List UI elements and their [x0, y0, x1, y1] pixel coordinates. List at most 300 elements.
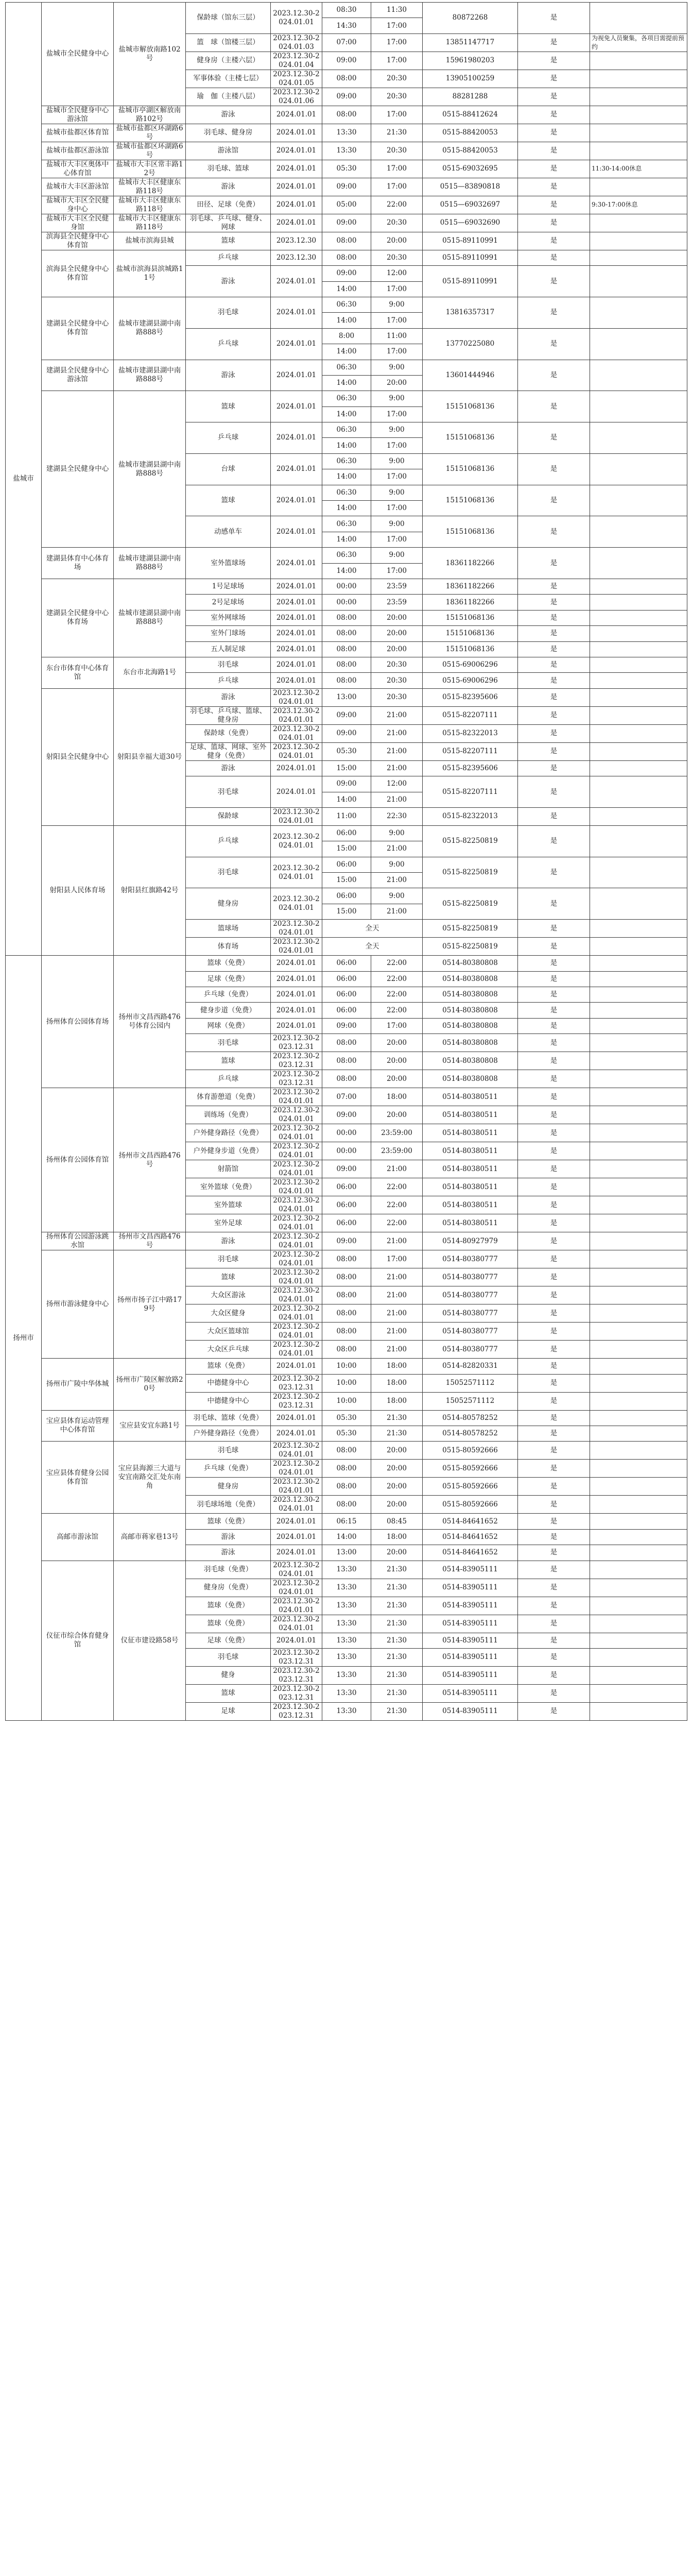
date-cell: 2024.01.01 [271, 673, 322, 688]
item-cell: 动感单车 [186, 516, 271, 548]
start-time-cell: 07:00 [322, 1088, 371, 1106]
start-time-cell: 06:00 [322, 825, 371, 841]
end-time-cell: 21:00 [371, 1286, 423, 1304]
date-cell: 2023.12.30-2024.01.01 [271, 1088, 322, 1106]
start-time-cell: 13:00 [322, 1545, 371, 1561]
date-cell: 2023.12.30-2024.01.01 [271, 1579, 322, 1597]
item-cell: 室外篮球场 [186, 548, 271, 579]
start-time-cell: 08:00 [322, 1341, 371, 1359]
date-cell: 2024.01.01 [271, 160, 322, 178]
item-cell: 游泳馆 [186, 142, 271, 160]
note-cell [590, 1268, 687, 1286]
note-cell [590, 328, 687, 360]
note-cell [590, 1034, 687, 1052]
phone-cell: 0514-83905111 [423, 1615, 518, 1633]
end-time-cell: 21:00 [371, 1268, 423, 1286]
start-time-cell: 14:30 [322, 18, 371, 33]
note-cell [590, 1232, 687, 1250]
item-cell: 足球 [186, 1702, 271, 1720]
phone-cell: 0514-80380808 [423, 1003, 518, 1018]
phone-cell: 0515-80592666 [423, 1460, 518, 1478]
end-time-cell: 21:30 [371, 1684, 423, 1702]
note-cell [590, 485, 687, 516]
date-cell: 2023.12.30-2024.01.01 [271, 1142, 322, 1160]
start-time-cell: 15:00 [322, 904, 371, 919]
note-cell [590, 1633, 687, 1648]
end-time-cell: 21:30 [371, 1702, 423, 1720]
item-cell: 篮球（免费） [186, 1615, 271, 1633]
item-cell: 网球（免费） [186, 1018, 271, 1033]
date-cell: 2024.01.01 [271, 485, 322, 516]
phone-cell: 0515—69032697 [423, 196, 518, 214]
open-status-cell: 是 [518, 1214, 590, 1232]
note-cell [590, 142, 687, 160]
note-cell [590, 52, 687, 70]
open-status-cell: 是 [518, 626, 590, 641]
phone-cell: 0514-80380777 [423, 1286, 518, 1304]
start-time-cell: 15:00 [322, 873, 371, 888]
phone-cell: 15151068136 [423, 516, 518, 548]
venue-name-cell: 扬州体育公园游泳跳水馆 [42, 1232, 114, 1250]
venue-name-cell: 建湖县全民健身中心体育馆 [42, 297, 114, 360]
start-time-cell: 05:30 [322, 1410, 371, 1426]
note-cell: 为视免人员聚集，各项目需提前预约 [590, 33, 687, 52]
start-time-cell: 13:30 [322, 1684, 371, 1702]
note-cell [590, 1214, 687, 1232]
venue-address-cell: 高邮市蒋家巷13号 [114, 1514, 186, 1561]
note-cell [590, 1615, 687, 1633]
start-time-cell: 08:00 [322, 673, 371, 688]
end-time-cell: 12:00 [371, 266, 423, 281]
phone-cell: 15052571112 [423, 1392, 518, 1410]
item-cell: 篮球 [186, 1268, 271, 1286]
open-status-cell: 是 [518, 516, 590, 548]
item-cell: 游泳 [186, 688, 271, 706]
open-status-cell: 是 [518, 70, 590, 88]
open-status-cell: 是 [518, 266, 590, 297]
open-status-cell: 是 [518, 214, 590, 232]
date-cell: 2024.01.01 [271, 1529, 322, 1545]
open-status-cell: 是 [518, 742, 590, 760]
end-time-cell: 20:30 [371, 214, 423, 232]
open-status-cell: 是 [518, 673, 590, 688]
end-time-cell: 17:00 [371, 52, 423, 70]
date-cell: 2023.12.30-2024.01.01 [271, 1561, 322, 1579]
end-time-cell: 21:30 [371, 1615, 423, 1633]
table-row [6, 548, 687, 563]
end-time-cell: 9:00 [371, 485, 423, 500]
item-cell: 游泳 [186, 360, 271, 391]
note-cell [590, 1196, 687, 1214]
start-time-cell: 14:00 [322, 469, 371, 485]
start-time-cell: 10:00 [322, 1359, 371, 1374]
date-cell: 2023.12.30-2024.01.01 [271, 1196, 322, 1214]
end-time-cell: 17:00 [371, 406, 423, 422]
note-cell [590, 971, 687, 987]
venue-address-cell: 盐城市建湖县湖中南路888号 [114, 548, 186, 579]
phone-cell: 0514-80380808 [423, 956, 518, 971]
venue-name-cell: 扬州市广陵中华体城 [42, 1359, 114, 1410]
item-cell: 篮球 [186, 232, 271, 250]
end-time-cell: 21:30 [371, 1561, 423, 1579]
item-cell: 游泳 [186, 1232, 271, 1250]
end-time-cell: 21:30 [371, 1597, 423, 1615]
phone-cell: 0514-80380511 [423, 1124, 518, 1142]
phone-cell: 0514-80927979 [423, 1232, 518, 1250]
date-cell: 2024.01.01 [271, 626, 322, 641]
end-time-cell: 20:00 [371, 232, 423, 250]
phone-cell: 0514-80380777 [423, 1250, 518, 1268]
start-time-cell: 14:00 [322, 281, 371, 297]
end-time-cell: 9:00 [371, 857, 423, 872]
start-time-cell: 09:00 [322, 52, 371, 70]
date-cell: 2023.12.30-2024.01.01 [271, 1286, 322, 1304]
note-cell [590, 453, 687, 485]
item-cell: 游泳 [186, 106, 271, 124]
venue-name-cell: 盐城市大丰区奥体中心体育馆 [42, 160, 114, 178]
start-time-cell: 13:30 [322, 1597, 371, 1615]
end-time-cell: 20:00 [371, 1070, 423, 1088]
item-cell: 室外篮球 [186, 1196, 271, 1214]
end-time-cell: 22:00 [371, 987, 423, 1003]
open-status-cell: 是 [518, 1304, 590, 1323]
item-cell: 篮 球（馆楼三层） [186, 33, 271, 52]
date-cell: 2023.12.30 [271, 232, 322, 250]
end-time-cell: 20:00 [371, 610, 423, 625]
start-time-cell: 08:00 [322, 641, 371, 657]
note-cell [590, 1341, 687, 1359]
phone-cell: 0515-80592666 [423, 1478, 518, 1496]
item-cell: 户外健身步道（免费） [186, 1142, 271, 1160]
end-time-cell: 17:00 [371, 313, 423, 328]
venue-address-cell: 扬州市文昌西路476号 [114, 1232, 186, 1250]
start-time-cell: 08:00 [322, 1460, 371, 1478]
note-cell [590, 673, 687, 688]
note-cell [590, 1070, 687, 1088]
end-time-cell: 20:30 [371, 142, 423, 160]
item-cell: 篮球（免费） [186, 1359, 271, 1374]
end-time-cell: 20:00 [371, 1034, 423, 1052]
venue-address-cell: 盐城市大丰区健康东路118号 [114, 196, 186, 214]
phone-cell: 0515-82250819 [423, 857, 518, 888]
note-cell [590, 1374, 687, 1392]
date-cell: 2024.01.01 [271, 422, 322, 454]
end-time-cell: 18:00 [371, 1359, 423, 1374]
date-cell: 2024.01.01 [271, 776, 322, 808]
start-time-cell: 13:30 [322, 1666, 371, 1684]
end-time-cell: 20:00 [371, 1545, 423, 1561]
note-cell [590, 1579, 687, 1597]
start-time-cell: 10:00 [322, 1374, 371, 1392]
item-cell: 篮球 [186, 1684, 271, 1702]
venue-name-cell: 仪征市综合体育健身馆 [42, 1561, 114, 1720]
table-row [6, 106, 687, 124]
open-status-cell: 是 [518, 1374, 590, 1392]
start-time-cell: 08:00 [322, 1034, 371, 1052]
item-cell: 游泳 [186, 1545, 271, 1561]
open-status-cell: 是 [518, 657, 590, 672]
end-time-cell: 21:00 [371, 841, 423, 857]
start-time-cell: 08:00 [322, 1268, 371, 1286]
end-time-cell: 21:00 [371, 724, 423, 742]
item-cell: 篮球 [186, 485, 271, 516]
open-status-cell: 是 [518, 857, 590, 888]
end-time-cell: 20:00 [371, 626, 423, 641]
start-time-cell: 00:00 [322, 579, 371, 594]
start-time-cell: 08:00 [322, 250, 371, 265]
phone-cell: 18361182266 [423, 579, 518, 594]
item-cell: 羽毛球 [186, 1034, 271, 1052]
date-cell: 2023.12.30-2024.01.04 [271, 52, 322, 70]
item-cell: 羽毛球、乒乓球、健身、网球 [186, 214, 271, 232]
end-time-cell: 20:00 [371, 1052, 423, 1070]
note-cell [590, 688, 687, 706]
phone-cell: 0515-69032695 [423, 160, 518, 178]
date-cell: 2024.01.01 [271, 106, 322, 124]
venue-name-cell: 建湖县全民健身中心 [42, 391, 114, 548]
note-cell [590, 178, 687, 196]
venue-address-cell: 宝应县安宜东路1号 [114, 1410, 186, 1442]
start-time-cell: 09:00 [322, 266, 371, 281]
end-time-cell: 18:00 [371, 1529, 423, 1545]
date-cell: 2023.12.30-2024.01.01 [271, 688, 322, 706]
phone-cell: 0515-89110991 [423, 266, 518, 297]
date-cell: 2024.01.01 [271, 1003, 322, 1018]
date-cell: 2023.12.30-2024.01.01 [271, 1460, 322, 1478]
end-time-cell: 9:00 [371, 453, 423, 469]
note-cell [590, 724, 687, 742]
venue-address-cell: 盐城市滨海县滨城路11号 [114, 250, 186, 297]
start-time-cell: 13:30 [322, 124, 371, 142]
phone-cell: 0515-82395606 [423, 760, 518, 776]
start-time-cell: 13:30 [322, 1615, 371, 1633]
item-cell: 体育游憩道（免费） [186, 1088, 271, 1106]
open-status-cell: 是 [518, 1196, 590, 1214]
start-time-cell: 全天 [322, 938, 423, 956]
item-cell: 羽毛球 [186, 1648, 271, 1666]
date-cell: 2023.12.30-2024.01.01 [271, 706, 322, 724]
item-cell: 篮球 [186, 1052, 271, 1070]
venue-name-cell: 建湖县全民健身中心游泳馆 [42, 360, 114, 391]
start-time-cell: 13:30 [322, 1648, 371, 1666]
item-cell: 乒乓球 [186, 673, 271, 688]
venue-name-cell: 宝应县体育健身公园体育馆 [42, 1442, 114, 1514]
item-cell: 乒乓球 [186, 1070, 271, 1088]
end-time-cell: 18:00 [371, 1088, 423, 1106]
item-cell: 2号足球场 [186, 595, 271, 610]
item-cell: 足球（免费） [186, 1633, 271, 1648]
open-status-cell: 是 [518, 1034, 590, 1052]
start-time-cell: 全天 [322, 920, 423, 938]
start-time-cell: 09:00 [322, 1160, 371, 1178]
item-cell: 室外篮球（免费） [186, 1178, 271, 1196]
phone-cell: 0515-82207111 [423, 706, 518, 724]
end-time-cell: 11:00 [371, 328, 423, 344]
open-status-cell: 是 [518, 88, 590, 106]
open-status-cell: 是 [518, 1088, 590, 1106]
phone-cell: 0515-80592666 [423, 1496, 518, 1514]
venue-name-cell: 扬州体育公园体育馆 [42, 1088, 114, 1232]
date-cell: 2023.12.30-2024.01.01 [271, 1178, 322, 1196]
date-cell: 2023.12.30-2024.01.01 [271, 1268, 322, 1286]
phone-cell: 0514-80380777 [423, 1341, 518, 1359]
table-row [6, 160, 687, 178]
phone-cell: 13816357317 [423, 297, 518, 328]
note-cell [590, 776, 687, 808]
phone-cell: 0514-84641652 [423, 1529, 518, 1545]
note-cell: 11:30-14:00休息 [590, 160, 687, 178]
venue-name-cell: 射阳县人民体育场 [42, 825, 114, 955]
note-cell [590, 1426, 687, 1441]
venue-name-cell: 扬州体育公园体育场 [42, 956, 114, 1088]
open-status-cell: 是 [518, 1597, 590, 1615]
end-time-cell: 23:59 [371, 595, 423, 610]
date-cell: 2024.01.01 [271, 214, 322, 232]
phone-cell: 15151068136 [423, 422, 518, 454]
venue-address-cell: 盐城市盐都区环湖路6号 [114, 142, 186, 160]
start-time-cell: 14:00 [322, 375, 371, 391]
open-status-cell: 是 [518, 124, 590, 142]
table-row [6, 360, 687, 375]
start-time-cell: 09:00 [322, 88, 371, 106]
open-status-cell: 是 [518, 1178, 590, 1196]
end-time-cell: 9:00 [371, 391, 423, 406]
phone-cell: 0515-82322013 [423, 807, 518, 825]
open-status-cell: 是 [518, 1615, 590, 1633]
open-status-cell: 是 [518, 1232, 590, 1250]
phone-cell: 0514-83905111 [423, 1648, 518, 1666]
table-row [6, 1232, 687, 1250]
end-time-cell: 12:00 [371, 776, 423, 792]
date-cell: 2024.01.01 [271, 1633, 322, 1648]
note-cell [590, 956, 687, 971]
end-time-cell: 22:00 [371, 956, 423, 971]
note-cell [590, 1250, 687, 1268]
start-time-cell: 06:00 [322, 888, 371, 904]
open-status-cell: 是 [518, 3, 590, 34]
date-cell: 2024.01.01 [271, 328, 322, 360]
open-status-cell: 是 [518, 688, 590, 706]
date-cell: 2023.12.30-2024.01.01 [271, 1478, 322, 1496]
start-time-cell: 08:00 [322, 610, 371, 625]
date-cell: 2024.01.01 [271, 1545, 322, 1561]
start-time-cell: 05:30 [322, 1426, 371, 1441]
date-cell: 2024.01.01 [271, 516, 322, 548]
end-time-cell: 17:00 [371, 1018, 423, 1033]
note-cell [590, 1529, 687, 1545]
open-status-cell: 是 [518, 1410, 590, 1426]
venue-name-cell: 盐城市全民健身中心游泳馆 [42, 106, 114, 124]
note-cell [590, 1410, 687, 1426]
note-cell [590, 595, 687, 610]
end-time-cell: 20:30 [371, 673, 423, 688]
table-row [6, 232, 687, 250]
item-cell: 羽毛球 [186, 776, 271, 808]
date-cell: 2024.01.01 [271, 1359, 322, 1374]
start-time-cell: 00:00 [322, 1142, 371, 1160]
item-cell: 羽毛球 [186, 297, 271, 328]
venue-name-cell: 滨海县全民健身中心体育馆 [42, 232, 114, 250]
open-status-cell: 是 [518, 1478, 590, 1496]
start-time-cell: 06:30 [322, 422, 371, 438]
phone-cell: 0515-82207111 [423, 742, 518, 760]
item-cell: 大众区健身 [186, 1304, 271, 1323]
item-cell: 健身房 [186, 888, 271, 920]
phone-cell: 0515-82250819 [423, 938, 518, 956]
open-status-cell: 是 [518, 706, 590, 724]
start-time-cell: 06:00 [322, 1214, 371, 1232]
phone-cell: 0514-80380511 [423, 1142, 518, 1160]
start-time-cell: 06:30 [322, 360, 371, 375]
item-cell: 中德健身中心 [186, 1392, 271, 1410]
table-row [6, 214, 687, 232]
date-cell: 2023.12.30-2024.01.01 [271, 1304, 322, 1323]
phone-cell: 13851147717 [423, 33, 518, 52]
open-status-cell: 是 [518, 1286, 590, 1304]
item-cell: 保龄球 [186, 807, 271, 825]
end-time-cell: 20:30 [371, 70, 423, 88]
date-cell: 2024.01.01 [271, 657, 322, 672]
venue-address-cell: 盐城市盐都区环湖路6号 [114, 124, 186, 142]
phone-cell: 0514-80380511 [423, 1106, 518, 1124]
phone-cell: 0514-83905111 [423, 1633, 518, 1648]
note-cell [590, 641, 687, 657]
table-row [6, 3, 687, 18]
end-time-cell: 17:00 [371, 1250, 423, 1268]
item-cell: 室外网球场 [186, 610, 271, 625]
phone-cell: 18361182266 [423, 595, 518, 610]
item-cell: 羽毛球场地（免费） [186, 1496, 271, 1514]
item-cell: 羽毛球、乒乓球、篮球、健身房 [186, 706, 271, 724]
start-time-cell: 05:30 [322, 160, 371, 178]
phone-cell: 15151068136 [423, 453, 518, 485]
end-time-cell: 23:59:00 [371, 1124, 423, 1142]
start-time-cell: 14:00 [322, 406, 371, 422]
start-time-cell: 14:00 [322, 501, 371, 516]
phone-cell: 0515—69032690 [423, 214, 518, 232]
open-status-cell: 是 [518, 1529, 590, 1545]
start-time-cell: 15:00 [322, 841, 371, 857]
item-cell: 乒乓球 [186, 825, 271, 857]
end-time-cell: 17:00 [371, 563, 423, 579]
date-cell: 2023.12.30-2023.12.31 [271, 1374, 322, 1392]
item-cell: 篮球（免费） [186, 1514, 271, 1529]
note-cell [590, 1392, 687, 1410]
start-time-cell: 14:00 [322, 532, 371, 547]
date-cell: 2023.12.30-2023.12.31 [271, 1392, 322, 1410]
note-cell [590, 1052, 687, 1070]
item-cell: 中德健身中心 [186, 1374, 271, 1392]
end-time-cell: 21:00 [371, 760, 423, 776]
open-status-cell: 是 [518, 724, 590, 742]
open-status-cell: 是 [518, 232, 590, 250]
open-status-cell: 是 [518, 888, 590, 920]
phone-cell: 0515-69006296 [423, 673, 518, 688]
open-status-cell: 是 [518, 196, 590, 214]
item-cell: 健身房 [186, 1478, 271, 1496]
end-time-cell: 20:00 [371, 375, 423, 391]
phone-cell: 15052571112 [423, 1374, 518, 1392]
start-time-cell: 09:00 [322, 1106, 371, 1124]
venue-address-cell: 盐城市解放南路102号 [114, 3, 186, 106]
open-status-cell: 是 [518, 1124, 590, 1142]
note-cell [590, 1478, 687, 1496]
end-time-cell: 17:00 [371, 18, 423, 33]
note-cell [590, 742, 687, 760]
phone-cell: 0514-80380511 [423, 1214, 518, 1232]
note-cell [590, 1648, 687, 1666]
end-time-cell: 20:30 [371, 657, 423, 672]
